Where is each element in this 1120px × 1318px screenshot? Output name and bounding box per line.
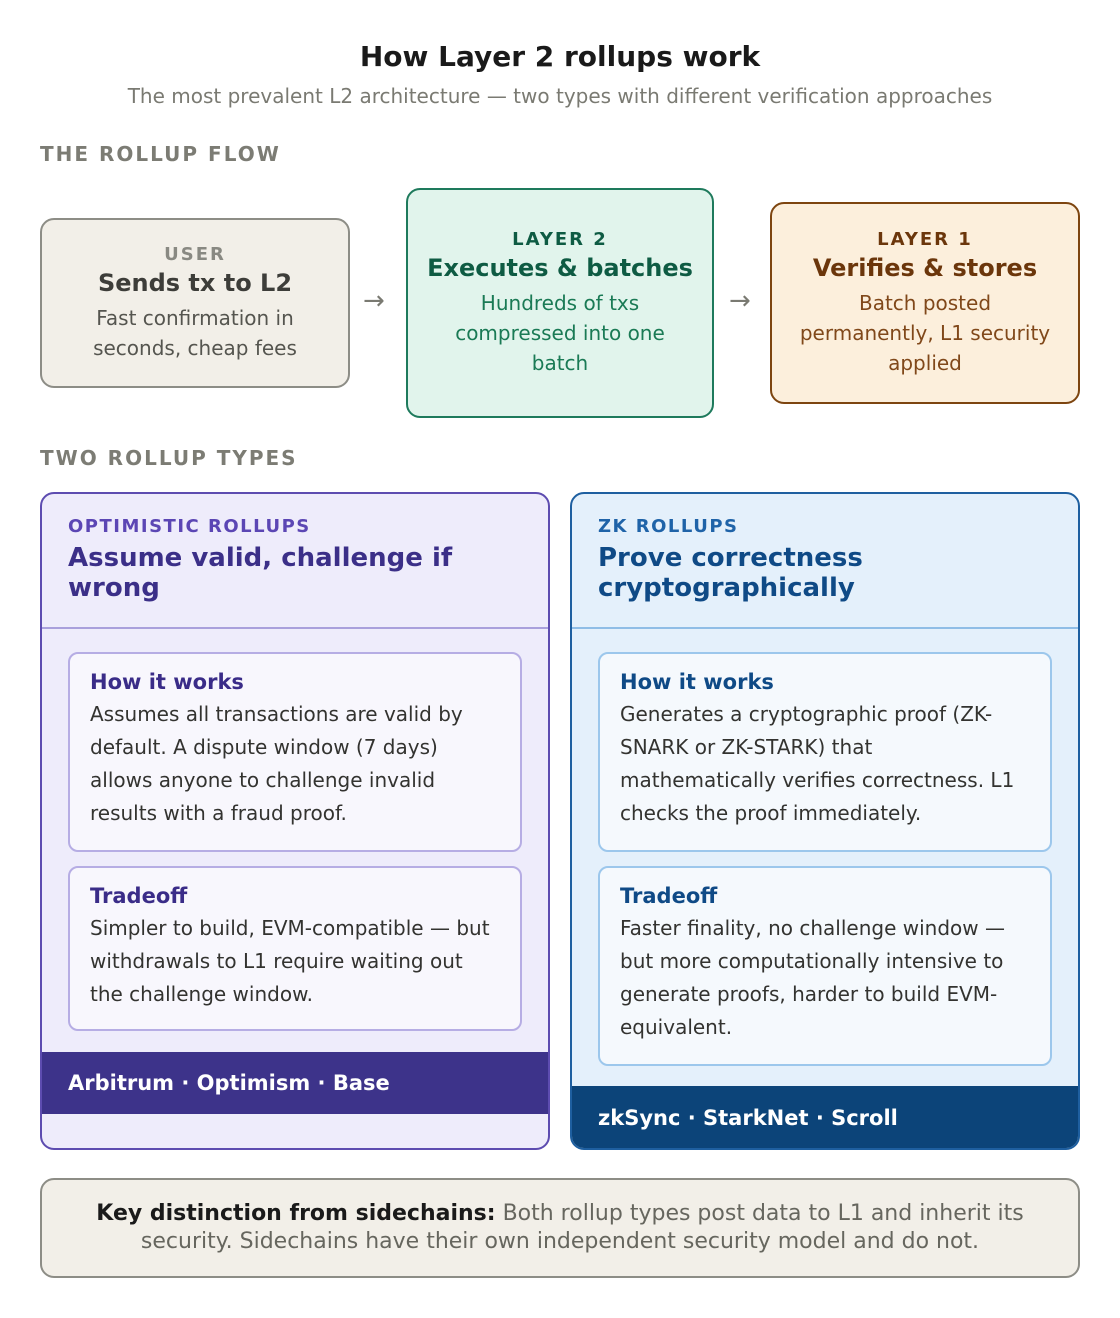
flow-kicker: LAYER 2 xyxy=(512,228,608,250)
key-distinction-note xyxy=(40,1178,1080,1278)
card-header xyxy=(572,494,1078,629)
flow-desc: Fast confirmation in seconds, cheap fees xyxy=(93,305,297,360)
how-it-works-panel xyxy=(68,652,522,852)
arrow-right-icon: → xyxy=(729,286,751,316)
panel-title: Tradeoff xyxy=(90,884,188,908)
panel-text: Assumes all transactions are valid by default. A dispute window (7 days) allows anyone to challenge invalid results with a fraud proof. xyxy=(90,702,463,825)
panel-text: Faster finality, no challenge window — but more computationally intensive to generate proofs, harder to build EVM-equivalent. xyxy=(620,916,1005,1039)
examples-bar: Arbitrum · Optimism · Base xyxy=(42,1052,548,1114)
panel-title: How it works xyxy=(620,670,774,694)
flow-desc: Hundreds of txs compressed into one batch xyxy=(455,290,665,375)
card-kicker: ZK ROLLUPS xyxy=(598,516,739,537)
flow-head: Verifies & stores xyxy=(812,253,1038,282)
tradeoff-panel xyxy=(68,866,522,1031)
flow-desc: Batch posted permanently, L1 security applied xyxy=(799,290,1051,375)
examples-bar: zkSync · StarkNet · Scroll xyxy=(572,1086,1078,1150)
panel-text: Simpler to build, EVM-compatible — but withdrawals to L1 require waiting out the challenge window. xyxy=(90,916,490,1006)
page-title: How Layer 2 rollups work xyxy=(359,40,761,73)
flow-kicker: USER xyxy=(164,243,226,265)
flow-kicker: LAYER 1 xyxy=(877,228,973,250)
panel-title: Tradeoff xyxy=(620,884,718,908)
section-label-types: TWO ROLLUP TYPES xyxy=(40,446,298,470)
page-subtitle: The most prevalent L2 architecture — two types with different verification approaches xyxy=(127,84,993,108)
flow-head: Executes & batches xyxy=(427,253,693,282)
note-text: Both rollup types post data to L1 and inherit its security. Sidechains have their own independent security model and do not. xyxy=(140,1201,1024,1254)
flow-box-layer1 xyxy=(770,202,1080,404)
card-kicker: OPTIMISTIC ROLLUPS xyxy=(68,516,311,537)
section-label-flow: THE ROLLUP FLOW xyxy=(40,142,281,166)
zk-rollups-card xyxy=(570,492,1080,1150)
flow-box-layer2 xyxy=(406,188,714,418)
note-bold: Key distinction from sidechains: xyxy=(96,1201,496,1226)
card-title: Prove correctness cryptographically xyxy=(598,543,863,603)
how-it-works-panel xyxy=(598,652,1052,852)
flow-head: Sends tx to L2 xyxy=(97,268,293,297)
panel-title: How it works xyxy=(90,670,244,694)
flow-box-user xyxy=(40,218,350,388)
arrow-right-icon: → xyxy=(363,286,385,316)
card-title: Assume valid, challenge if wrong xyxy=(68,543,453,603)
optimistic-rollups-card xyxy=(40,492,550,1150)
panel-text: Generates a cryptographic proof (ZK-SNARK or ZK-STARK) that mathematically verifies correctness. L1 checks the proof immediately. xyxy=(620,702,1015,825)
card-header xyxy=(42,494,548,629)
tradeoff-panel xyxy=(598,866,1052,1066)
